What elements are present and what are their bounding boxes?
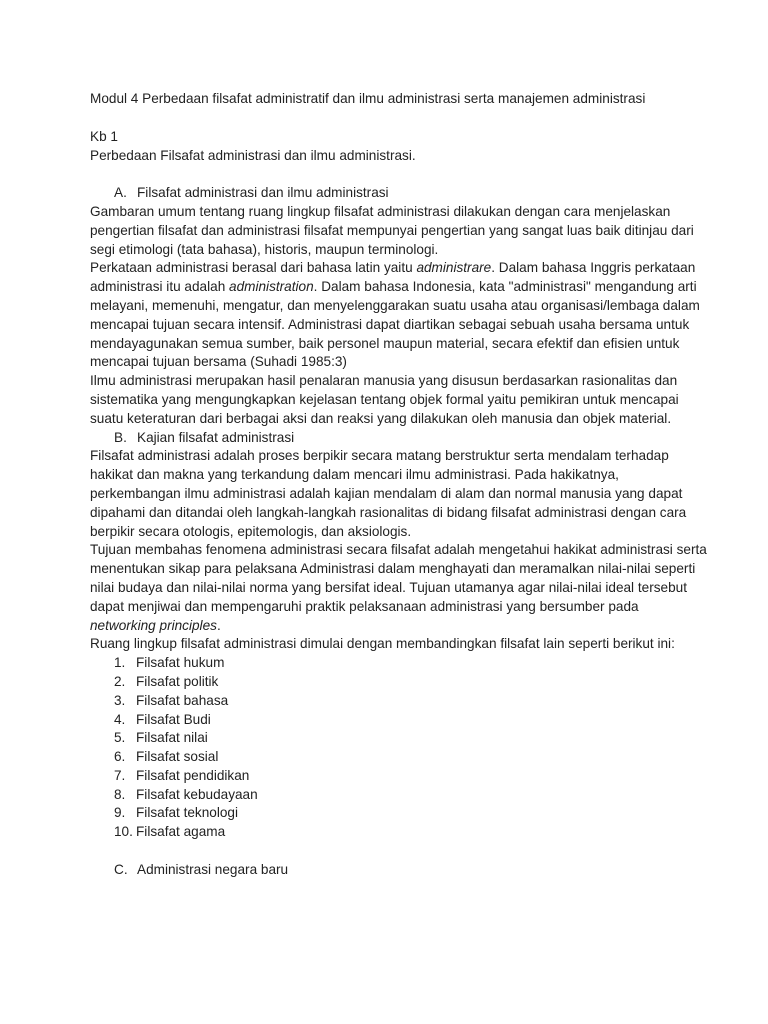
list-item: 6. Filsafat sosial (114, 749, 219, 765)
document-subtitle: Perbedaan Filsafat administrasi dan ilmu administrasi. (90, 147, 416, 163)
list-item: 1. Filsafat hukum (114, 655, 225, 671)
section-a-paragraph-1: Gambaran umum tentang ruang lingkup filsafat administrasi dilakukan dengan cara menjelaskan pengertian filsafat dan administrasi filsafat mempunyai pengertian yang sangat luas baik ditinjau dari segi etimologi (tata bahasa), historis, maupun terminologi. (90, 203, 694, 257)
section-a-marker: A. (114, 185, 127, 201)
list-item: 2. Filsafat politik (114, 673, 219, 689)
section-b-paragraph-3: Ruang lingkup filsafat administrasi dimulai dengan membandingkan filsafat lain seperti berikut ini: (90, 636, 675, 652)
section-a-paragraph-2: Perkataan administrasi berasal dari bahasa latin yaitu administrare. Dalam bahasa Inggris perkataan administrasi itu adalah administration. Dalam bahasa Indonesia, kata "administrasi" mengandung arti melayani, memenuhi, mengatur, dan menyelenggarakan suatu usaha atau organisasi/lembaga dalam mencapai tujuan secara intensif. Administrasi dapat diartikan sebagai sebuah usaha bersama untuk mendayagunakan semua sumber, baik personel maupun material, secara efektif dan efisien untuk mencapai tujuan bersama (Suhadi 1985:3) (90, 260, 700, 370)
section-b-paragraph-1: Filsafat administrasi adalah proses berpikir secara matang berstruktur serta mendalam terhadap hakikat dan makna yang terkandung dalam mencari ilmu administrasi. Pada hakikatnya, perkembangan ilmu administrasi adalah kajian mendalam di alam dan normal manusia yang dapat dipahami dan ditandai oleh langkah-langkah rasionalitas di bidang filsafat administrasi dengan cara berpikir secara otologis, epitemologis, dan aksiologis. (90, 448, 687, 539)
term-administrare: administrare (416, 260, 492, 276)
term-administration: administration (229, 279, 314, 295)
list-item: 3. Filsafat bahasa (114, 692, 229, 708)
section-b-marker: B. (114, 429, 127, 445)
section-b-heading (90, 429, 708, 448)
list-item: 7. Filsafat pendidikan (114, 767, 250, 783)
document-title: Modul 4 Perbedaan filsafat administratif dan ilmu administrasi serta manajemen administrasi (90, 91, 646, 106)
spacer (90, 165, 708, 184)
term-networking-principles: networking principles (90, 617, 217, 633)
section-a-title: Filsafat administrasi dan ilmu administrasi (137, 185, 389, 201)
section-c-title: Administrasi negara baru (137, 861, 289, 877)
philosophy-list (90, 654, 708, 842)
section-c-heading (90, 861, 708, 880)
list-item: 5. Filsafat nilai (114, 730, 208, 746)
section-a-heading (90, 184, 708, 203)
list-item: 4. Filsafat Budi (114, 711, 211, 727)
spacer (90, 842, 708, 861)
section-a-paragraph-3: Ilmu administrasi merupakan hasil penalaran manusia yang disusun berdasarkan rasionalitas dan sistematika yang mengungkapkan kejelasan tentang objek formal yaitu pemikiran untuk mencapai suatu keteraturan dari berbagai aksi dan reaksi yang dilakukan oleh manusia dan objek material. (90, 373, 679, 426)
list-item: 8. Filsafat kebudayaan (114, 786, 258, 802)
list-item: 10. Filsafat agama (114, 824, 226, 840)
section-b-title: Kajian filsafat administrasi (137, 429, 295, 445)
list-item: 9. Filsafat teknologi (114, 805, 239, 821)
section-b-paragraph-2: Tujuan membahas fenomena administrasi secara filsafat adalah mengetahui hakikat administrasi serta menentukan sikap para pelaksana Administrasi dalam menghayati dan meramalkan nilai-nilai seperti nilai budaya dan nilai-nilai norma yang bersifat ideal. Tujuan utamanya agar nilai-nilai ideal tersebut dapat menjiwai dan mempengaruhi praktik pelaksanaan administrasi yang bersumber pada networking principles. (90, 542, 707, 633)
section-c-marker: C. (114, 861, 128, 877)
kb-label: Kb 1 (90, 128, 118, 144)
